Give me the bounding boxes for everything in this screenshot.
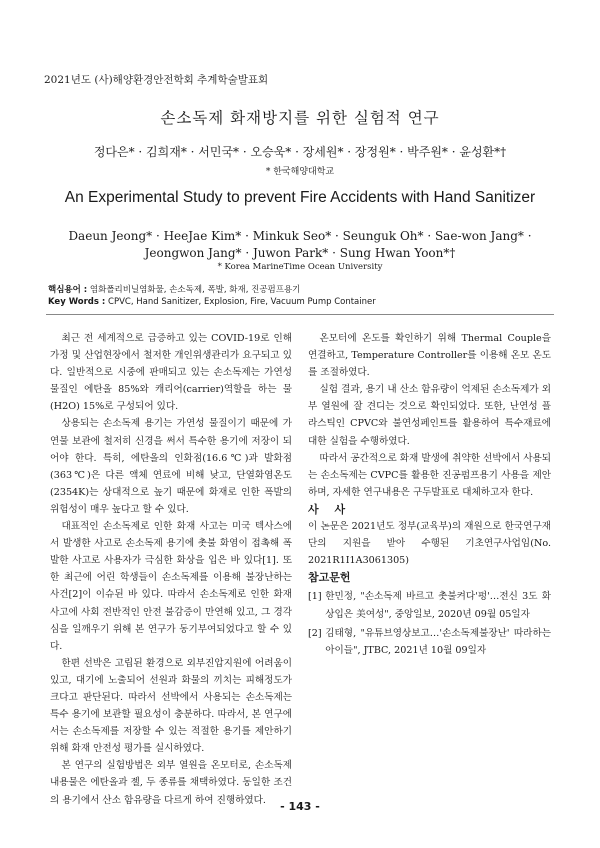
reference-text: 한민정, "손소독제 바르고 촛불켜다'펑'…전신 3도 화상입은 美여성", 중앙일보, 2020년 09월 05일자 [325, 591, 551, 620]
title-english: An Experimental Study to prevent Fire Accidents with Hand Sanitizer [64, 189, 536, 206]
body-paragraph: 온모터에 온도를 확인하기 위해 Thermal Couple을 연결하고, Temperature Controller를 이용해 온모 온도를 조절하였다. [308, 333, 551, 379]
reference-number: [2] [308, 627, 322, 639]
authors-english: Daeun Jeong* · HeeJae Kim* · Minkuk Seo* · Seunguk Oh* · Sae-won Jang* · Jeongwon Jang* · Juwon Park* · Sung Hwan Yoon*† [68, 229, 532, 260]
body-paragraph: 대표적인 손소독제로 인한 화재 사고는 미국 텍사스에서 발생한 사고로 손소독제 용기에 촛불 화염이 접촉해 폭발한 사고로 사용자가 극심한 화상을 입은 바 있다[1]. 또한 최근에 어린 학생들이 손소독제를 이용해 불장난하는 사건[2]이 이슈된 바 있다. 따라서 손소독제로 인한 화재 사고에 사회 전반적인 안전 불감증이 만연해 있고, 그 경각심을 일깨우기 위해 본 연구가 동기부여되었다고 할 수 있다. [50, 521, 292, 652]
reference-number: [1] [308, 591, 322, 603]
references-heading: 참고문헌 [308, 571, 351, 585]
ack-heading: 사 사 [308, 502, 352, 516]
keywords-korean [48, 283, 300, 295]
keywords-korean-text: 염화폴리비닐염화물, 손소독제, 폭발, 화재, 진공펌프용기 [89, 285, 301, 295]
body-paragraph: 상용되는 손소독제 용기는 가연성 물질이기 때문에 가연물 보관에 철저히 신경을 써서 특수한 용기에 저장이 되어야 한다. 특히, 에탄올의 인화점(16.6℃)과 발화점(363℃)은 다른 액체 연료에 비해 낮고, 단열화염온도(2354K)는 상대적으로 높기 때문에 화재로 인한 폭발의 위험성이 매우 높다고 할 수 있다. [50, 418, 292, 515]
reference-text: 김태형, "유튜브영상보고…'손소독제불장난' 따라하는 아이들", JTBC, 2021년 10월 09일자 [325, 627, 551, 656]
affiliation-korean: * 한국해양대학교 [265, 167, 335, 177]
keywords-korean-label: 핵심용어 : [48, 285, 88, 295]
body-paragraph: 본 연구의 실험방법은 외부 열원을 온모터로, 손소독제내용물은 에탄올과 젤, 두 종류를 채택하였다. 동일한 조건의 용기에서 산소 함유량을 다르게 하여 진행하였다. [50, 760, 292, 806]
authors-korean: 정다은* · 김희재* · 서민국* · 오승욱* · 장세원* · 장정원* · 박주원* · 윤성환*† [93, 145, 507, 159]
reference-item [308, 588, 551, 622]
reference-item [308, 625, 551, 659]
keywords-english-label: Key Words : [48, 297, 106, 307]
affiliation-english: * Korea MarineTime Ocean University [217, 262, 383, 272]
keywords-english-text: CPVC, Hand Sanitizer, Explosion, Fire, Vacuum Pump Container [108, 297, 376, 307]
body-paragraph: 한편 선박은 고립된 환경으로 외부진압지원에 어려움이 있고, 대기에 노출되어 선원과 화물의 끼치는 피해정도가 크다고 판단된다. 따라서 선박에서 사용되는 손소독제는 특수 용기에 보관할 필요성이 충분하다. 따라서, 본 연구에서는 손소독제를 저장할 수 있는 적절한 용기를 제안하기 위해 화재 안전성 평가를 실시하였다. [50, 657, 292, 755]
divider [46, 314, 554, 315]
body-paragraph: 따라서 공간적으로 화재 발생에 취약한 선박에서 사용되는 손소독제는 CVPC를 활용한 진공펌프용기 사용을 제안하며, 자세한 연구내용은 구두발표로 대체하고자 한다. [308, 452, 551, 498]
right-column [308, 330, 551, 659]
body-paragraph: 최근 전 세계적으로 급증하고 있는 COVID-19로 인해 가정 및 산업현장에서 철저한 개인위생관리가 요구되고 있다. 일반적으로 시중에 판매되고 있는 손소독제는 가연성 물질인 에탄올 85%와 캐리어(carrier)역할을 하는 물(H2O) 15%로 구성되어 있다. [50, 333, 292, 413]
conference-header: 2021년도 (사)해양환경안전학회 추계학술발표회 [44, 74, 269, 86]
page-number: - 143 - [280, 800, 320, 813]
body-paragraph: 실험 결과, 용기 내 산소 함유량이 억제된 손소독제가 외부 열원에 잘 견디는 것으로 확인되었다. 또한, 난연성 플라스틱인 CPVC와 불연성페인트를 활용하여 특수재료에 대한 실험을 수행하였다. [308, 384, 551, 447]
keywords-english [48, 297, 376, 307]
left-column [50, 330, 292, 809]
title-korean: 손소독제 화재방지를 위한 실험적 연구 [160, 109, 440, 127]
ack-text: 이 논문은 2021년도 정부(교육부)의 재원으로 한국연구재단의 지원을 받아 수행된 기초연구사업임(No. 2021R1I1A3061305) [308, 521, 551, 567]
